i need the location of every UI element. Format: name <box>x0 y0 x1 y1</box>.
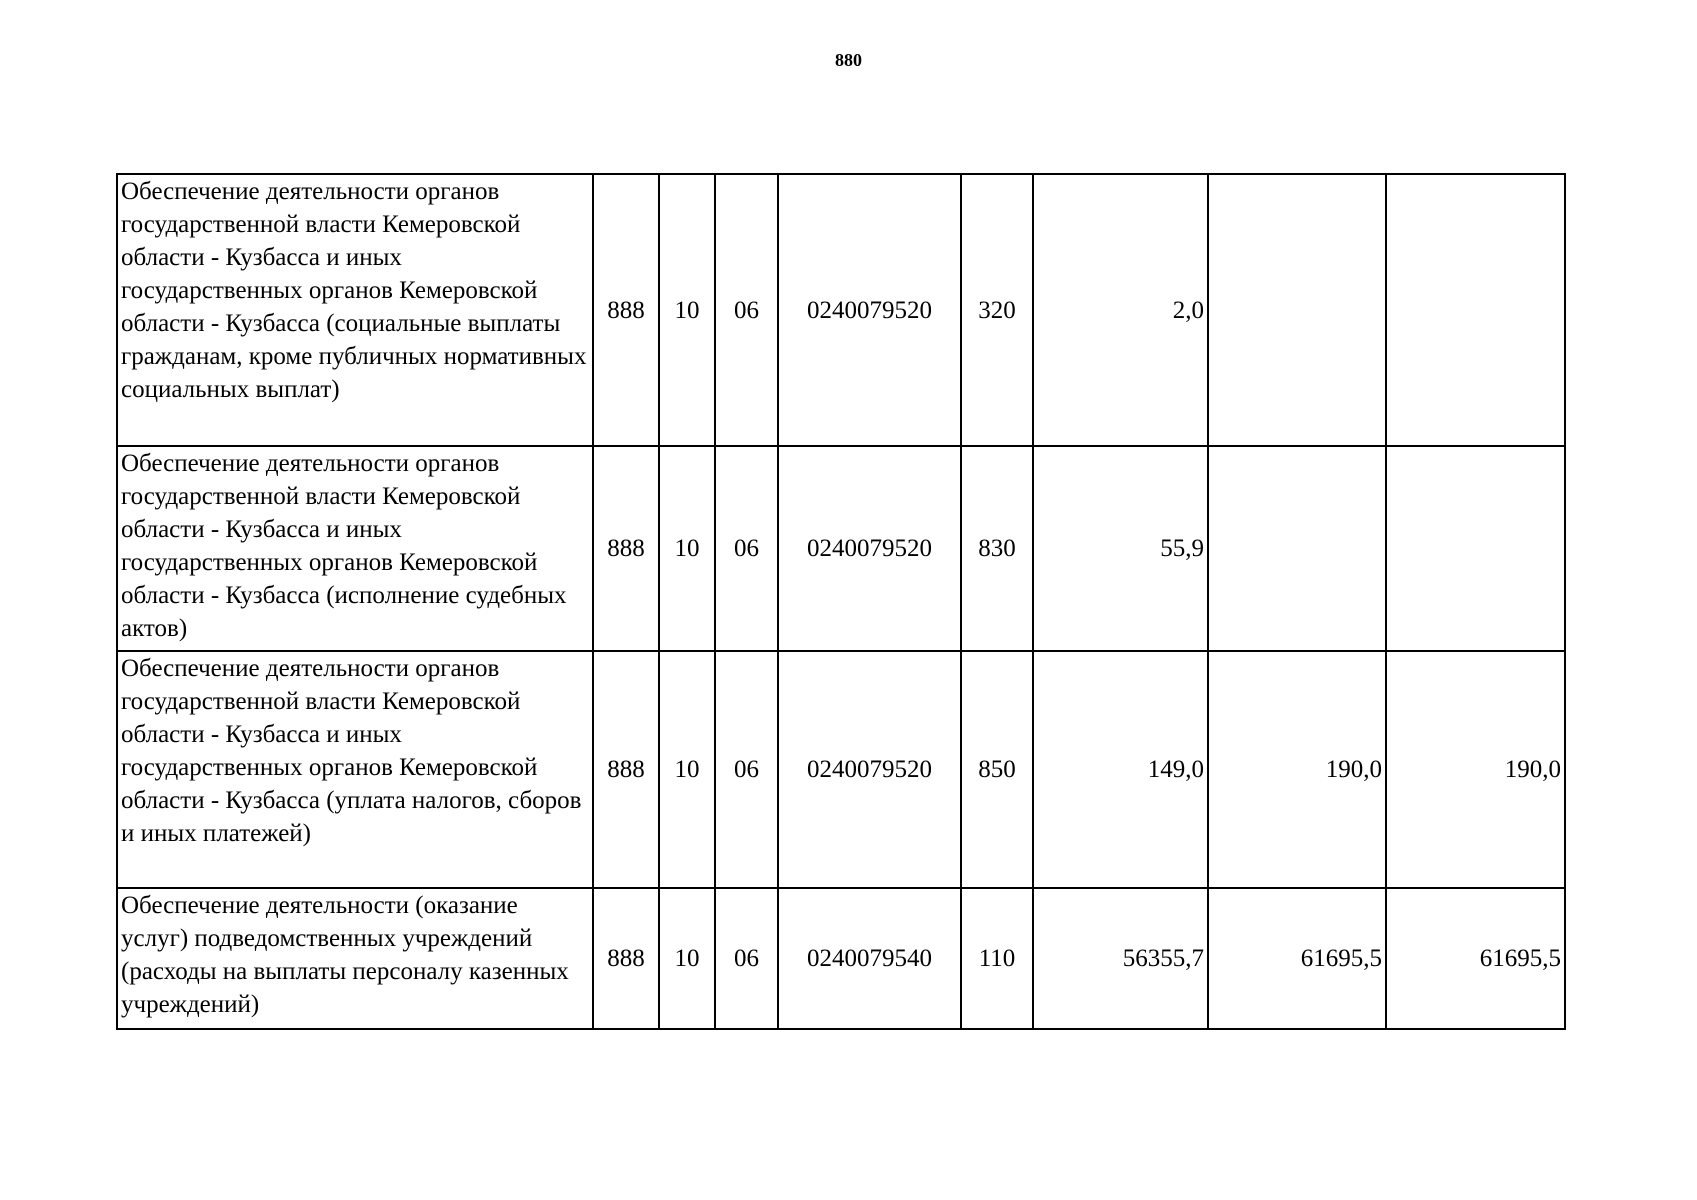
subsection-code-cell: 06 <box>715 174 778 446</box>
year2-amount-cell: 190,0 <box>1208 651 1386 888</box>
ministry-code-cell: 888 <box>593 174 659 446</box>
year1-amount-cell: 2,0 <box>1033 174 1208 446</box>
year3-amount-cell <box>1386 174 1565 446</box>
page-number: 880 <box>835 50 862 70</box>
subsection-code-cell: 06 <box>715 888 778 1029</box>
target-article-cell: 0240079520 <box>778 651 961 888</box>
section-code-cell: 10 <box>659 651 715 888</box>
subsection-code-cell: 06 <box>715 446 778 651</box>
section-code-cell: 10 <box>659 446 715 651</box>
year1-amount-cell: 149,0 <box>1033 651 1208 888</box>
budget-table <box>116 173 1566 1030</box>
target-article-cell: 0240079520 <box>778 174 961 446</box>
row-name-cell: Обеспечение деятельности органов государственной власти Кемеровской области - Кузбасса и иных государственных органов Кемеровской области - Кузбасса (уплата налогов, сборов и иных платежей) <box>117 651 593 888</box>
section-code-cell: 10 <box>659 888 715 1029</box>
row-name-cell: Обеспечение деятельности (оказание услуг) подведомственных учреждений (расходы на выплаты персоналу казенных учреждений) <box>117 888 593 1029</box>
subsection-code-cell: 06 <box>715 651 778 888</box>
expense-type-cell: 850 <box>961 651 1033 888</box>
year3-amount-cell <box>1386 446 1565 651</box>
section-code-cell: 10 <box>659 174 715 446</box>
target-article-cell: 0240079540 <box>778 888 961 1029</box>
ministry-code-cell: 888 <box>593 651 659 888</box>
year3-amount-cell: 190,0 <box>1386 651 1565 888</box>
ministry-code-cell: 888 <box>593 446 659 651</box>
year2-amount-cell <box>1208 446 1386 651</box>
year1-amount-cell: 56355,7 <box>1033 888 1208 1029</box>
table-row <box>117 446 1565 651</box>
table-row <box>117 888 1565 1029</box>
ministry-code-cell: 888 <box>593 888 659 1029</box>
row-name-cell: Обеспечение деятельности органов государственной власти Кемеровской области - Кузбасса и иных государственных органов Кемеровской области - Кузбасса (исполнение судебных актов) <box>117 446 593 651</box>
expense-type-cell: 110 <box>961 888 1033 1029</box>
year1-amount-cell: 55,9 <box>1033 446 1208 651</box>
expense-type-cell: 830 <box>961 446 1033 651</box>
row-name-cell: Обеспечение деятельности органов государственной власти Кемеровской области - Кузбасса и иных государственных органов Кемеровской области - Кузбасса (социальные выплаты гражданам, кроме публичных нормативных социальных выплат) <box>117 174 593 446</box>
table-row <box>117 174 1565 446</box>
year2-amount-cell: 61695,5 <box>1208 888 1386 1029</box>
target-article-cell: 0240079520 <box>778 446 961 651</box>
year2-amount-cell <box>1208 174 1386 446</box>
table-row <box>117 651 1565 888</box>
year3-amount-cell: 61695,5 <box>1386 888 1565 1029</box>
expense-type-cell: 320 <box>961 174 1033 446</box>
